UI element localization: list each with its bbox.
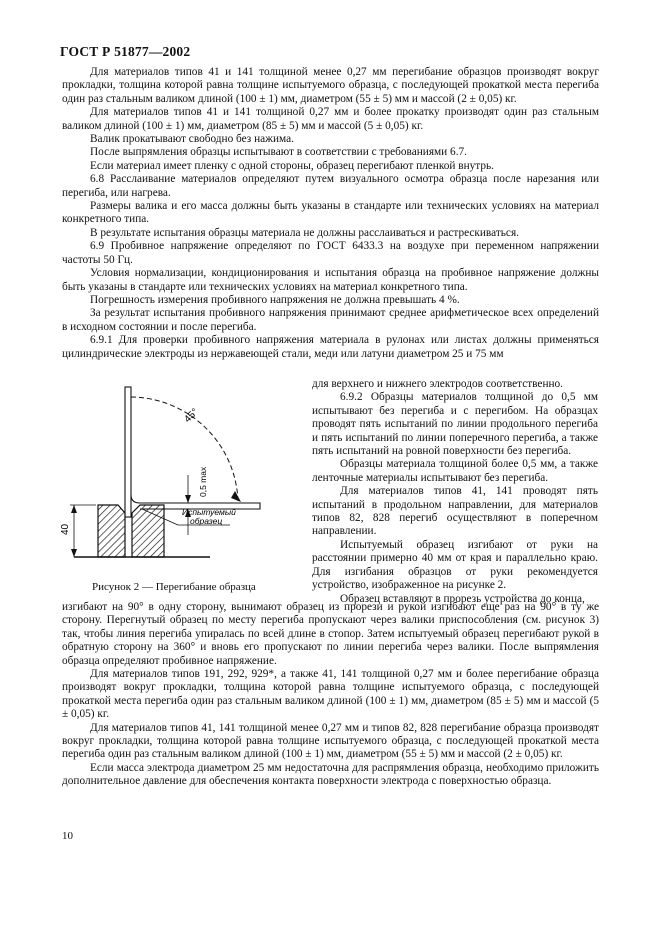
figure-caption: Рисунок 2 — Перегибание образца	[92, 581, 256, 593]
specimen-label-2: образец	[190, 516, 223, 526]
paragraph: Валик прокатывают свободно без нажима.	[90, 133, 294, 146]
paragraph: Для материалов типов 41, 141 толщиной менее 0,27 мм и типов 82, 828 перегибание образца производят вокруг прокладки, толщина которой равна толщине испытуемого образца, с последующей прокаткой места перегиба один раз стальным валиком длиной (100 ± 1) мм, диаметром (55 ± 5) мм и массой (2 ± 0,05) кг.	[62, 721, 599, 761]
paragraph: Если масса электрода диаметром 25 мм недостаточна для распрямления образца, необходимо приложить дополнительное давление для обеспечения контакта поверхности электрода с поверхностью образца.	[62, 761, 599, 788]
height-label: 40	[60, 523, 71, 535]
paragraph: 6.8 Расслаивание материалов определяют путем визуального осмотра образца после нарезания или перегиба, или нагрева.	[62, 173, 599, 199]
paragraph: 6.9.1 Для проверки пробивного напряжения материала в рулонах или листах должны применяться цилиндрические электроды из нержавеющей стали, меди или латуни диаметром 25 и 75 мм	[62, 334, 599, 360]
paragraph: изгибают на 90° в одну сторону, вынимают образец из прорези и рукой изгибают еще раз на 90° в ту же сторону. Перегнутый образец по месту перегиба пропускают через валики приспособления (см. рисунок 3) так, чтобы линия перегиба упиралась по всей длине в стопор. Затем испытуемый образец перегибают рукой в обратную сторону на 360° и вновь его пропускают по линии перегиба через валики. После выпрямления образца определяют пробивное напряжение.	[62, 601, 599, 667]
bottom-text-block	[62, 601, 599, 789]
paragraph: Погрешность измерения пробивного напряжения не должна превышать 4 %.	[90, 293, 460, 306]
paragraph: Для материалов типов 41, 141 проводят пять испытаний в продольном направлении, для материалов типов 82, 828 перегиб осуществляют в поперечном направлении.	[312, 485, 598, 538]
right-block	[132, 505, 164, 557]
figure-drawing	[60, 385, 310, 580]
right-column-text	[312, 378, 598, 606]
paragraph: Размеры валика и его масса должны быть указаны в стандарте или технических условиях на материал конкретного типа.	[62, 200, 599, 226]
angle-label: 45°	[182, 406, 201, 426]
paragraph: 6.9 Пробивное напряжение определяют по ГОСТ 6433.3 на воздухе при переменном напряжении частоты 50 Гц.	[62, 240, 599, 266]
specimen-vertical	[125, 387, 131, 517]
paragraph: Условия нормализации, кондиционирования и испытания образца на пробивное напряжение должны быть указаны в стандарте или технических условиях на материал конкретного типа.	[62, 267, 599, 293]
page-number: 10	[62, 830, 73, 842]
left-block	[98, 505, 125, 557]
paragraph: Образец вставляют в прорезь устройства до конца,	[340, 592, 585, 605]
top-text-block	[62, 66, 599, 361]
paragraph: для верхнего и нижнего электродов соответственно.	[312, 378, 564, 390]
paragraph: 6.9.2 Образцы материалов толщиной до 0,5 мм испытывают без перегиба и с перегибом. На образцах проводят пять испытаний по линии продольного перегиба и пять испытаний по линии поперечного перегиба, а также пять испытаний на ровной поверхности без перегиба.	[312, 391, 598, 458]
gap-label: 0,5 max	[198, 466, 208, 497]
page-header-title: ГОСТ Р 51877—2002	[60, 44, 191, 59]
paragraph: В результате испытания образцы материала не должны расслаиваться и растрескиваться.	[90, 226, 519, 239]
paragraph: Если материал имеет пленку с одной стороны, образец перегибают пленкой внутрь.	[90, 159, 494, 172]
figure-2-bending-device	[60, 385, 310, 580]
paragraph: Для материалов типов 41 и 141 толщиной 0,27 мм и более прокатку производят один раз стальным валиком длиной (100 ± 1) мм, диаметром (85 ± 5) мм и массой (5 ± 0,05) кг.	[62, 106, 599, 132]
paragraph: Испытуемый образец изгибают от руки на расстоянии примерно 40 мм от края и параллельно краю. Для изгибания образцов от руки рекомендуется устройство, изображенное на рисунке 2.	[312, 538, 598, 592]
angle-arc	[131, 397, 238, 501]
paragraph: Для материалов типов 41 и 141 толщиной менее 0,27 мм перегибание образцов производят вокруг прокладки, толщина которой равна толщине испытуемого образца, с последующей прокаткой места перегиба один раз стальным валиком длиной (100 ± 1) мм, диаметром (55 ± 5) мм и массой (2 ± 0,05) кг.	[62, 66, 599, 105]
paragraph: После выпрямления образцы испытывают в соответствии с требованиями 6.7.	[90, 146, 467, 159]
specimen-label-1: Испытуемый	[182, 507, 236, 517]
paragraph: Образцы материала толщиной более 0,5 мм, а также ленточные материалы испытывают без перегиба.	[312, 458, 598, 484]
paragraph: За результат испытания пробивного напряжения принимают среднее арифметическое всех определений в исходном состоянии и после перегиба.	[62, 307, 599, 333]
arc-arrow-icon	[231, 491, 241, 502]
paragraph: Для материалов типов 191, 292, 929*, а также 41, 141 толщиной 0,27 мм и более перегибание образца производят вокруг прокладки, толщина которой равна толщине испытуемого образца, с последующей прокаткой места перегиба один раз стальным валиком длиной (100 ± 1) мм, диаметром (85 ± 5) мм и массой (5 ± 0,05) кг.	[62, 668, 599, 721]
